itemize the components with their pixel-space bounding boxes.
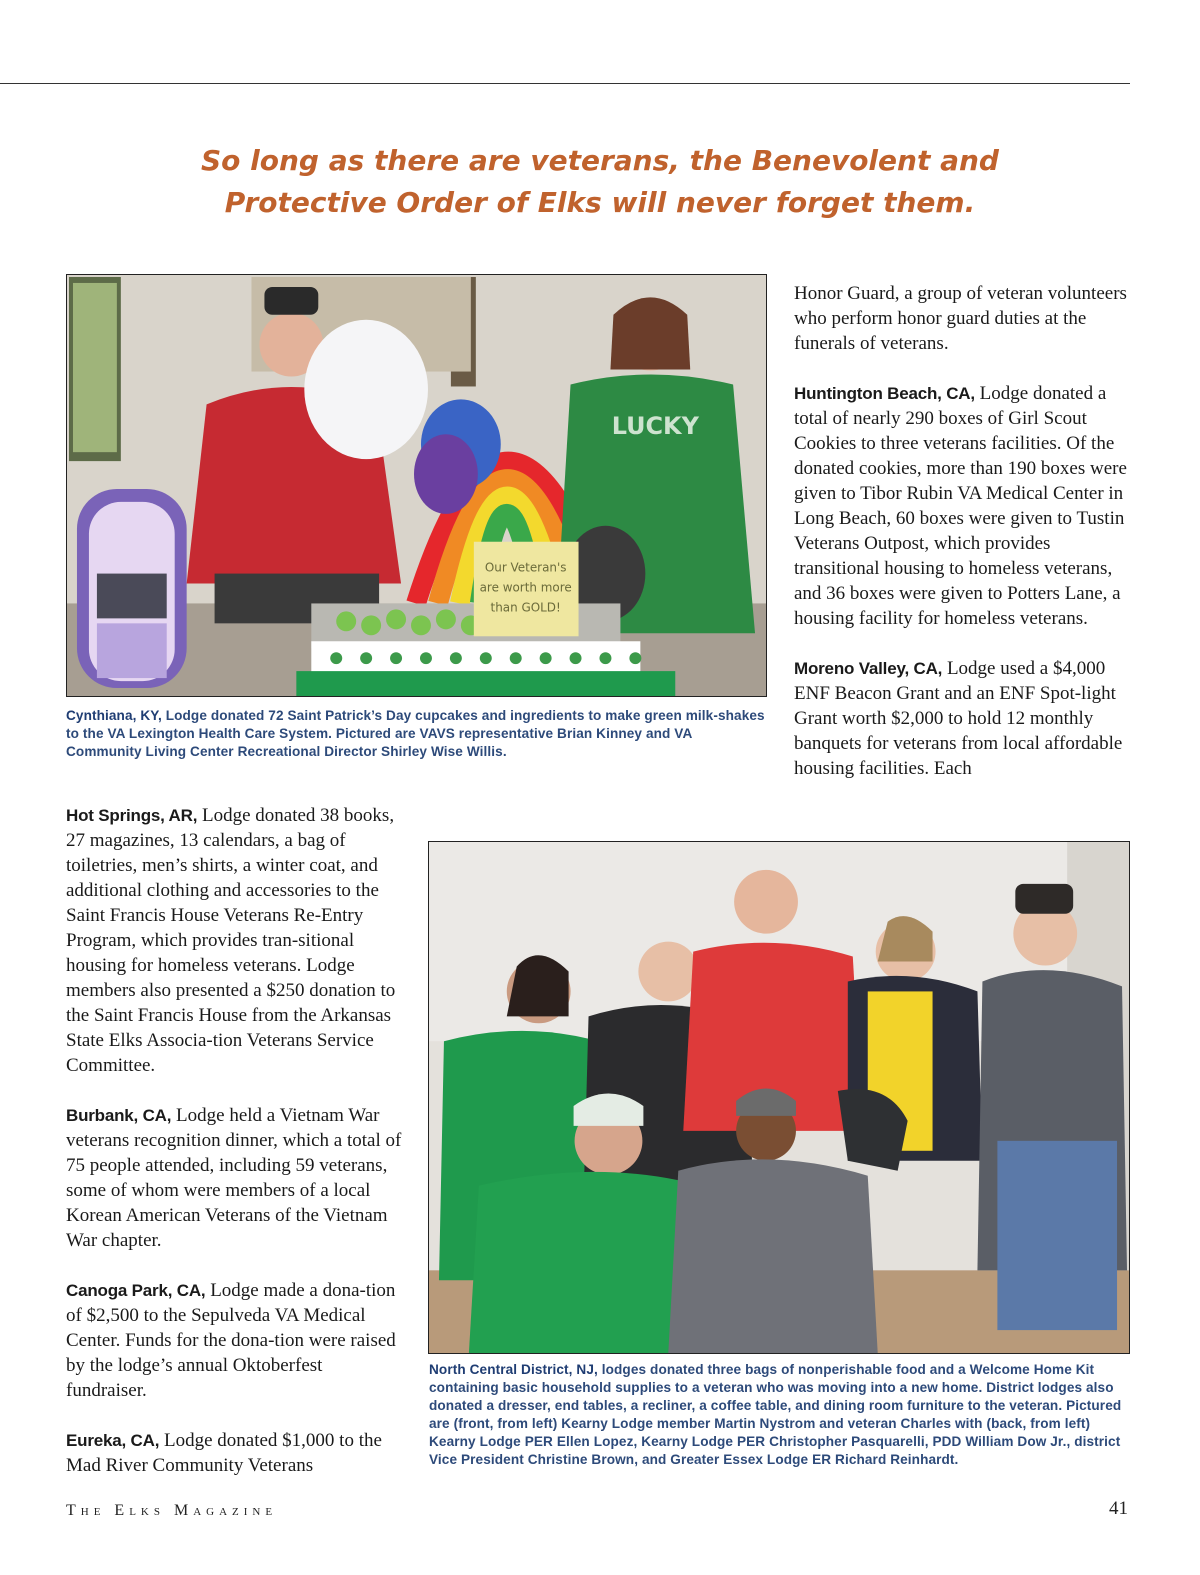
article-huntington-beach-text: Lodge donated a total of nearly 290 boxes of Girl Scout Cookies to three veterans facilities. Of the donated cookies, more than 190 boxes were given to Tibor Rubin VA Medical Center in Long Beach, 60 boxes were given to Tustin Veterans Outpost, which provides transitional housing to homeless veterans, and 36 boxes were given to Potters Lane, a housing facility for homeless veterans. bbox=[794, 383, 1127, 629]
photo-cynthiana bbox=[66, 274, 767, 697]
pull-quote-line-2: Protective Order of Elks will never forget them. bbox=[224, 186, 976, 219]
caption-cynthiana-lead: Cynthiana, KY, bbox=[66, 708, 162, 723]
article-eureka bbox=[66, 1428, 404, 1478]
caption-north-central-district-lead: North Central District, NJ, bbox=[429, 1362, 598, 1377]
article-hot-springs-heading: Hot Springs, AR, bbox=[66, 806, 198, 825]
article-eureka-text: Lodge donated $1,000 to the Mad River Community Veterans bbox=[66, 1430, 382, 1476]
article-huntington-beach bbox=[794, 381, 1134, 631]
right-column bbox=[794, 281, 1134, 806]
caption-north-central-district-text: lodges donated three bags of nonperishable food and a Welcome Home Kit containing basic household supplies to a veteran who was moving into a new home. District lodges also donated a dresser, end tables, a recliner, a coffee table, and dining room furniture to the veteran. Pictured are (front, from left) Kearny Lodge member Martin Nystrom and veteran Charles with (back, from left) Kearny Lodge PER Ellen Lopez, Kearny Lodge PER Christopher Pasquarelli, PDD William Dow Jr., district Vice President Christine Brown, and Greater Essex Lodge ER Richard Reinhardt. bbox=[429, 1362, 1122, 1467]
article-moreno-valley-text: Lodge used a $4,000 ENF Beacon Grant and an ENF Spot-light Grant worth $2,000 to hold 12 monthly banquets for veterans from local affordable housing facilities. Each bbox=[794, 658, 1123, 779]
article-burbank bbox=[66, 1103, 404, 1253]
article-canoga-park bbox=[66, 1278, 404, 1403]
article-canoga-park-text: Lodge made a dona-tion of $2,500 to the Sepulveda VA Medical Center. Funds for the dona-tion were raised by the lodge’s annual Oktoberfest fundraiser. bbox=[66, 1280, 396, 1401]
article-burbank-text: Lodge held a Vietnam War veterans recognition dinner, which a total of 75 people attended, including 59 veterans, some of whom were members of a local Korean American Veterans of the Vietnam War chapter. bbox=[66, 1105, 402, 1251]
article-hot-springs bbox=[66, 803, 404, 1078]
photo-sign-line-3: than GOLD! bbox=[490, 600, 561, 615]
left-column bbox=[66, 803, 404, 1503]
magazine-masthead: The Elks Magazine bbox=[66, 1502, 278, 1519]
article-moreno-valley-heading: Moreno Valley, CA, bbox=[794, 659, 943, 678]
page-number: 41 bbox=[1109, 1498, 1128, 1519]
article-eureka-heading: Eureka, CA, bbox=[66, 1431, 160, 1450]
caption-cynthiana-text: Lodge donated 72 Saint Patrick’s Day cupcakes and ingredients to make green milk-shakes to the VA Lexington Health Care System. Pictured are VAVS representative Brian Kinney and VA Community Living Center Recreational Director Shirley Wise Willis. bbox=[66, 708, 765, 759]
article-canoga-park-heading: Canoga Park, CA, bbox=[66, 1281, 206, 1300]
caption-north-central-district bbox=[429, 1361, 1129, 1469]
photo-shirt-text: LUCKY bbox=[611, 412, 699, 441]
article-honor-guard-text: Honor Guard, a group of veteran volunteers who perform honor guard duties at the funerals of veterans. bbox=[794, 283, 1127, 354]
article-hot-springs-text: Lodge donated 38 books, 27 magazines, 13 calendars, a bag of toiletries, men’s shirts, a winter coat, and additional clothing and accessories to the Saint Francis House Veterans Re-Entry Program, which provides tran-sitional housing for homeless veterans. Lodge members also presented a $250 donation to the Saint Francis House from the Arkansas State Elks Associa-tion Veterans Service Committee. bbox=[66, 805, 396, 1076]
photo-north-central-district bbox=[428, 841, 1130, 1354]
pull-quote-line-1: So long as there are veterans, the Benevolent and bbox=[201, 144, 999, 177]
caption-cynthiana bbox=[66, 707, 768, 761]
article-burbank-heading: Burbank, CA, bbox=[66, 1106, 172, 1125]
photo-sign-line-1: Our Veteran's bbox=[484, 560, 567, 575]
photo-sign-line-2: are worth more bbox=[479, 580, 572, 595]
article-honor-guard bbox=[794, 281, 1134, 356]
article-moreno-valley bbox=[794, 656, 1134, 781]
article-huntington-beach-heading: Huntington Beach, CA, bbox=[794, 384, 975, 403]
pull-quote bbox=[130, 140, 1070, 224]
header-rule bbox=[0, 83, 1130, 84]
